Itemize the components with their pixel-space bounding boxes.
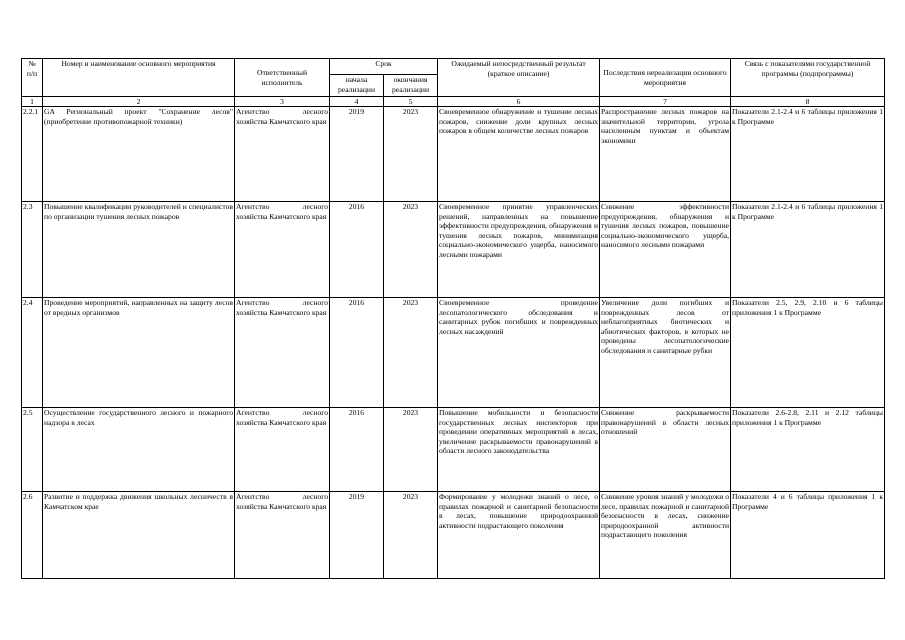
table-row: [22, 107, 885, 202]
consequences: Распространение лесных пожаров на значительной территории, угроза населенным пунктам и объектам экономики: [600, 107, 731, 202]
consequences: Снижение уровня знаний у молодежи о лесе, правилах пожарной и санитарной безопасности в лесах, снижение природоохранной активности подрастающего поколения: [600, 492, 731, 579]
start-year: 2019: [330, 107, 384, 202]
end-year: 2023: [384, 202, 438, 298]
column-number: 2: [43, 97, 235, 107]
consequences: Снижение эффективности предупреждения, обнаружения и тушения лесных пожаров, повышение социально-экономического ущерба, наносимого лесными пожарами: [600, 202, 731, 298]
table-row: [22, 492, 885, 579]
header-term: Срок: [330, 59, 438, 75]
indicator-link: Показатели 2.6-2.8, 2.11 и 2.12 таблицы приложения 1 к Программе: [731, 408, 885, 492]
measure-name: GA Региональный проект "Сохранение лесов" (приобретение противопожарной техники): [43, 107, 235, 202]
start-year: 2019: [330, 492, 384, 579]
table-row: [22, 298, 885, 408]
end-year: 2023: [384, 492, 438, 579]
column-number: 3: [235, 97, 330, 107]
row-number: 2.4: [22, 298, 43, 408]
consequences: Увеличение доли погибших и поврежденных лесов от неблагоприятных биотических и абиотических факторов, в которых не проведены лесопатологические обследования и санитарные рубки: [600, 298, 731, 408]
header-result: Ожидаемый непосредственный результат (краткое описание): [438, 59, 600, 97]
row-number: 2.6: [22, 492, 43, 579]
measure-name: Повышение квалификации руководителей и специалистов по организации тушения лесных пожаров: [43, 202, 235, 298]
table-row: [22, 202, 885, 298]
header-num: № п/п: [22, 59, 43, 97]
consequences: Снижение раскрываемости правонарушений в области лесных отношений: [600, 408, 731, 492]
expected-result: Формирование у молодежи знаний о лесе, о правилах пожарной и санитарной безопасности в лесах, повышение природоохранной активности подрастающего поколения: [438, 492, 600, 579]
row-number: 2.2.1: [22, 107, 43, 202]
expected-result: Своевременное принятие управленческих решений, направленных на повышение эффективности предупреждения, обнаружения и тушения лесных пожаров, минимизация социально-экономического ущерба, наносимого лесными пожарами: [438, 202, 600, 298]
indicator-link: Показатели 4 и 6 таблицы приложения 1 к Программе: [731, 492, 885, 579]
table-body: [22, 107, 885, 579]
expected-result: Повышение мобильности и безопасности государственных лесных инспекторов при проведении оперативных мероприятий в лесах, увеличение раскрываемости правонарушений в области лесного законодательства: [438, 408, 600, 492]
indicator-link: Показатели 2.5, 2.9, 2.10 и 6 таблицы приложения 1 к Программе: [731, 298, 885, 408]
table-row: [22, 408, 885, 492]
header-link: Связь с показателями государственной программы (подпрограммы): [731, 59, 885, 97]
column-numbers-row: [22, 97, 885, 107]
header-consequences: Последствия нереализации основного мероприятия: [600, 59, 731, 97]
table-header: [22, 59, 885, 107]
responsible: Агентство лесного хозяйства Камчатского края: [235, 492, 330, 579]
responsible: Агентство лесного хозяйства Камчатского края: [235, 107, 330, 202]
indicator-link: Показатели 2.1-2.4 и 6 таблицы приложения 1 к Программе: [731, 202, 885, 298]
header-name: Номер и наименование основного мероприятия: [43, 59, 235, 97]
start-year: 2016: [330, 298, 384, 408]
column-number: 7: [600, 97, 731, 107]
start-year: 2016: [330, 202, 384, 298]
column-number: 5: [384, 97, 438, 107]
column-number: 6: [438, 97, 600, 107]
responsible: Агентство лесного хозяйства Камчатского края: [235, 202, 330, 298]
row-number: 2.5: [22, 408, 43, 492]
column-number: 4: [330, 97, 384, 107]
responsible: Агентство лесного хозяйства Камчатского края: [235, 298, 330, 408]
row-number: 2.3: [22, 202, 43, 298]
header-responsible: Ответственный исполнитель: [235, 59, 330, 97]
indicator-link: Показатели 2.1-2.4 и 6 таблицы приложения 1 к Программе: [731, 107, 885, 202]
column-number: 8: [731, 97, 885, 107]
header-start: начала реализации: [330, 75, 384, 97]
expected-result: Своевременное проведение лесопатологического обследования и санитарных рубок погибших и поврежденных лесных насаждений: [438, 298, 600, 408]
measures-table-container: [21, 58, 884, 579]
measures-table: [21, 58, 885, 579]
end-year: 2023: [384, 107, 438, 202]
column-number: 1: [22, 97, 43, 107]
measure-name: Развитие и поддержка движения школьных лесничеств в Камчатском крае: [43, 492, 235, 579]
measure-name: Осуществление государственного лесного и пожарного надзора в лесах: [43, 408, 235, 492]
expected-result: Своевременное обнаружение и тушение лесных пожаров, снижение доли крупных лесных пожаров в общем количестве лесных пожаров: [438, 107, 600, 202]
start-year: 2016: [330, 408, 384, 492]
measure-name: Проведение мероприятий, направленных на защиту лесов от вредных организмов: [43, 298, 235, 408]
header-end: окончания реализации: [384, 75, 438, 97]
end-year: 2023: [384, 408, 438, 492]
end-year: 2023: [384, 298, 438, 408]
responsible: Агентство лесного хозяйства Камчатского края: [235, 408, 330, 492]
